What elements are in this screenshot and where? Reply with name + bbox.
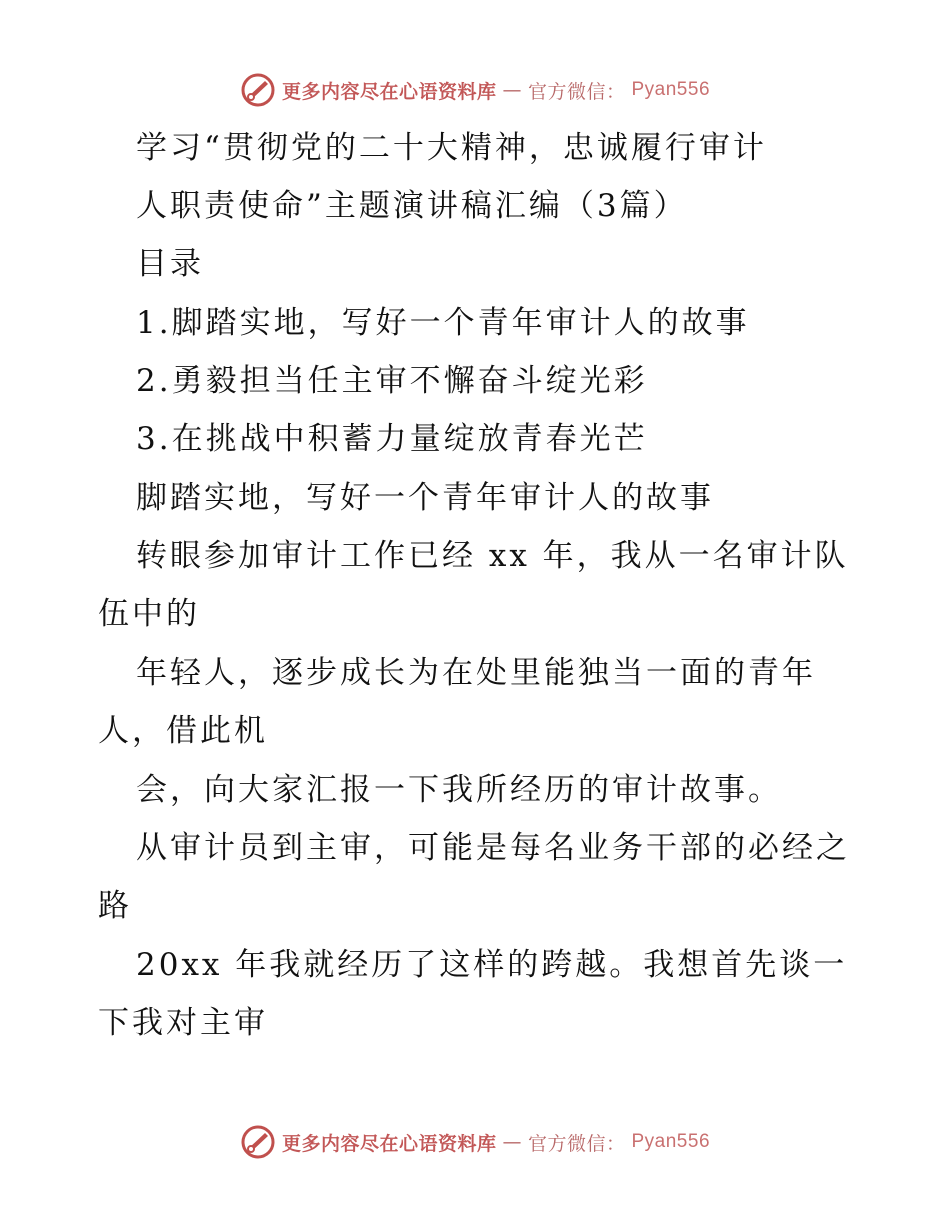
logo-icon <box>240 72 276 108</box>
watermark-separator: — <box>502 1131 522 1153</box>
paragraph-line: 人，借此机 <box>98 713 268 749</box>
toc-item-3: 3.在挑战中积蓄力量绽放青春光芒 <box>136 421 648 457</box>
watermark-wechat-id: Pyan556 <box>631 1131 711 1152</box>
logo-icon <box>240 1124 276 1160</box>
toc-heading: 目录 <box>136 246 204 282</box>
watermark-main-text: 更多内容尽在心语资料库 <box>281 80 497 103</box>
paragraph-line: 下我对主审 <box>98 1005 268 1041</box>
watermark-footer <box>0 1124 950 1160</box>
watermark-sub-text: 官方微信： <box>527 1132 626 1155</box>
paragraph-line: 路 <box>98 888 132 924</box>
doc-title-line-1: 学习“贯彻党的二十大精神，忠诚履行审计 <box>136 130 767 166</box>
toc-item-2: 2.勇毅担当任主审不懈奋斗绽光彩 <box>136 363 648 399</box>
paragraph-line: 20xx 年我就经历了这样的跨越。我想首先谈一 <box>136 947 848 983</box>
doc-title-line-2: 人职责使命”主题演讲稿汇编（3篇） <box>136 188 688 224</box>
toc-item-1: 1.脚踏实地，写好一个青年审计人的故事 <box>136 305 750 341</box>
paragraph-line: 从审计员到主审，可能是每名业务干部的必经之 <box>136 830 850 866</box>
paragraph-line: 年轻人，逐步成长为在处里能独当一面的青年 <box>136 655 816 691</box>
paragraph-line: 会，向大家汇报一下我所经历的审计故事。 <box>136 772 782 808</box>
section-title: 脚踏实地，写好一个青年审计人的故事 <box>136 480 714 516</box>
paragraph-line: 伍中的 <box>98 596 200 632</box>
watermark-sub-text: 官方微信： <box>527 80 626 103</box>
watermark-separator: — <box>502 79 522 101</box>
watermark-main-text: 更多内容尽在心语资料库 <box>281 1132 497 1155</box>
watermark-header <box>0 72 950 108</box>
watermark-wechat-id: Pyan556 <box>631 79 711 100</box>
paragraph-line: 转眼参加审计工作已经 xx 年，我从一名审计队 <box>136 538 849 574</box>
